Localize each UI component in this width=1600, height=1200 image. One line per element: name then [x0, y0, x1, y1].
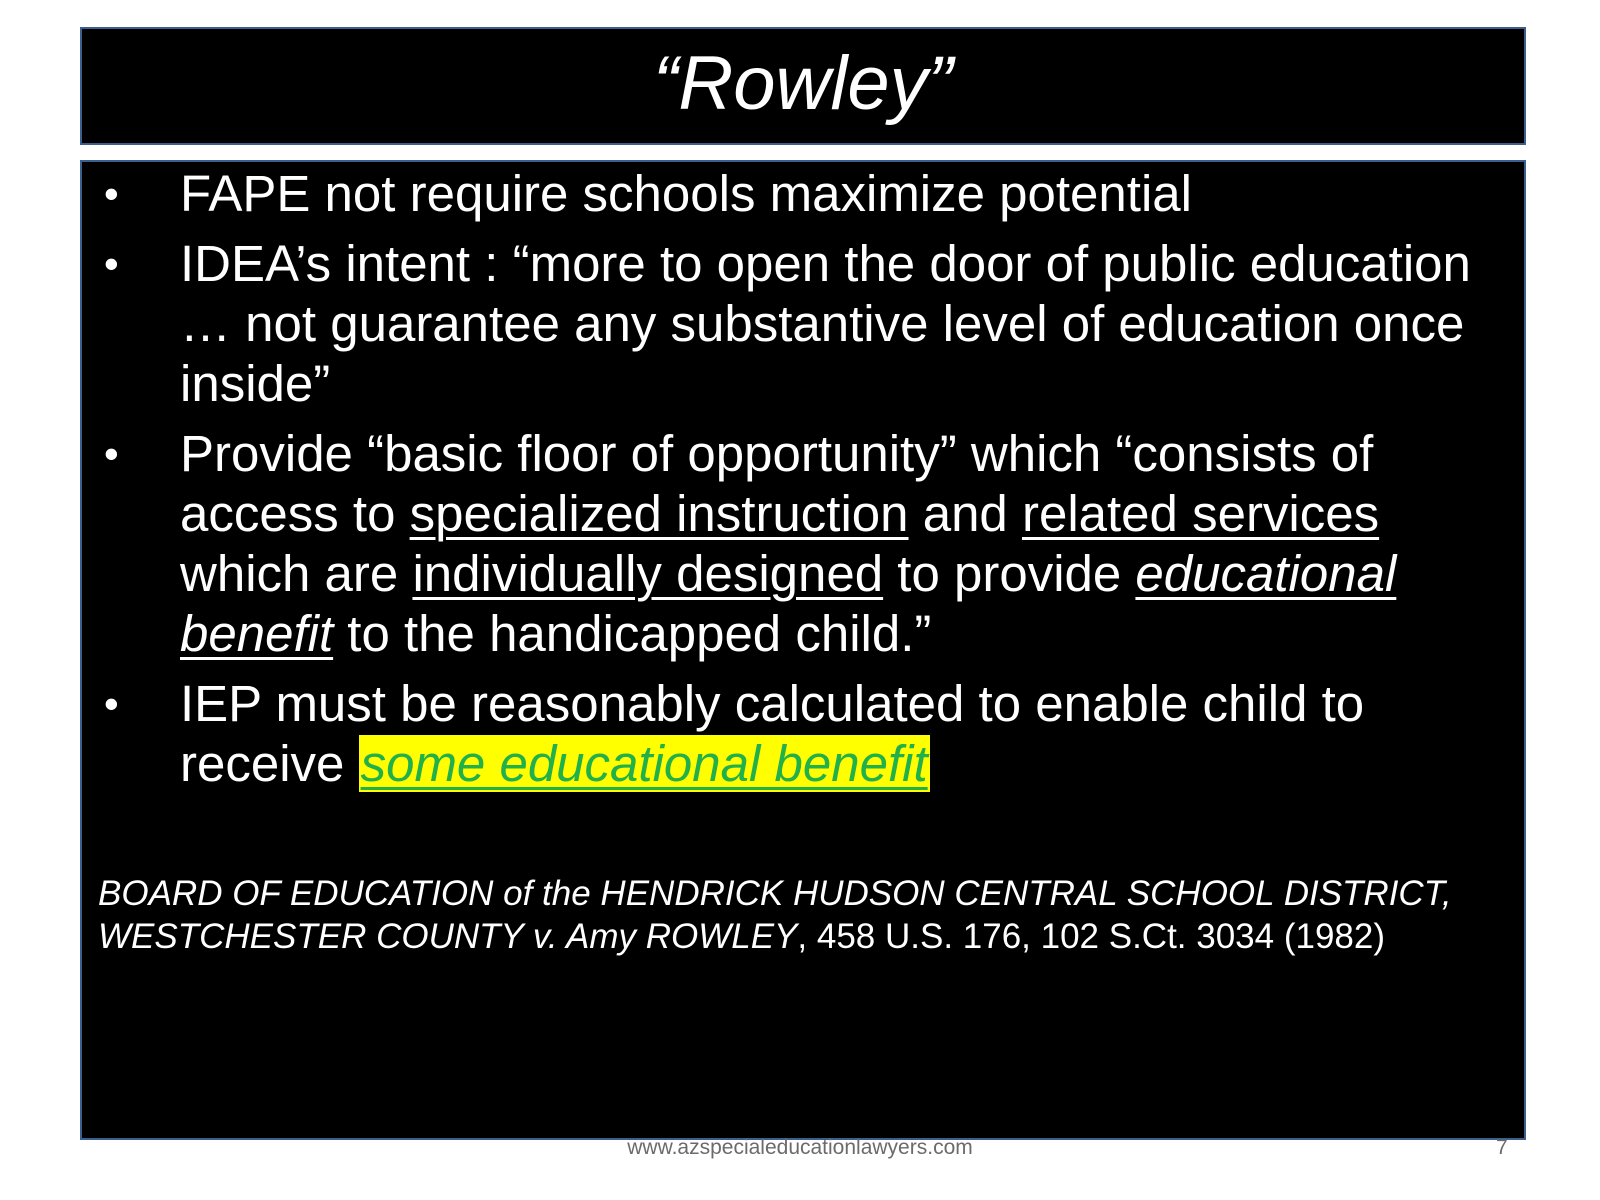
- underlined-phrase: individually designed: [412, 545, 884, 602]
- slide-title: “Rowley”: [653, 41, 953, 126]
- highlighted-phrase: some educational benefit: [360, 735, 928, 792]
- bullet-text: IEP must be reasonably calculated to enable child to receive: [180, 675, 1365, 792]
- footer-url: www.azspecialeducationlawyers.com: [627, 1136, 973, 1159]
- case-reference: , 458 U.S. 176, 102 S.Ct. 3034 (1982): [797, 917, 1386, 956]
- bullet-text: FAPE not require schools maximize potential: [180, 165, 1192, 222]
- bullet-text: IDEA’s intent : “more to open the door of public education … not guarantee any substantive level of education once inside”: [180, 235, 1471, 412]
- bullet-item: [102, 674, 1512, 794]
- slide-body: [80, 160, 1526, 1140]
- bullet-text: to provide: [883, 545, 1136, 602]
- bullet-icon: •: [104, 680, 119, 727]
- bullet-icon: •: [104, 430, 119, 477]
- bullet-icon: •: [104, 170, 119, 217]
- bullet-item: [102, 234, 1512, 414]
- emphasized-phrase: educational benefit: [180, 545, 1397, 662]
- bullet-text: and: [908, 485, 1022, 542]
- bullet-text: Provide “basic floor of opportunity” which “consists of access to: [180, 425, 1374, 542]
- bullet-text: to the handicapped child.”: [333, 605, 932, 662]
- case-name: BOARD OF EDUCATION of the HENDRICK HUDSON CENTRAL SCHOOL DISTRICT, WESTCHESTER COUNTY v. Amy ROWLEY: [98, 874, 1452, 956]
- underlined-phrase: specialized instruction: [409, 485, 909, 542]
- underlined-phrase: related services: [1021, 485, 1380, 542]
- bullet-item: [102, 424, 1512, 664]
- bullet-item: [102, 164, 1512, 224]
- bullet-text: which are: [180, 545, 413, 602]
- bullet-icon: •: [104, 240, 119, 287]
- page-number: 7: [1496, 1136, 1508, 1159]
- bullet-list: [102, 164, 1512, 804]
- case-citation: [98, 872, 1488, 958]
- slide-title-box: [80, 27, 1526, 145]
